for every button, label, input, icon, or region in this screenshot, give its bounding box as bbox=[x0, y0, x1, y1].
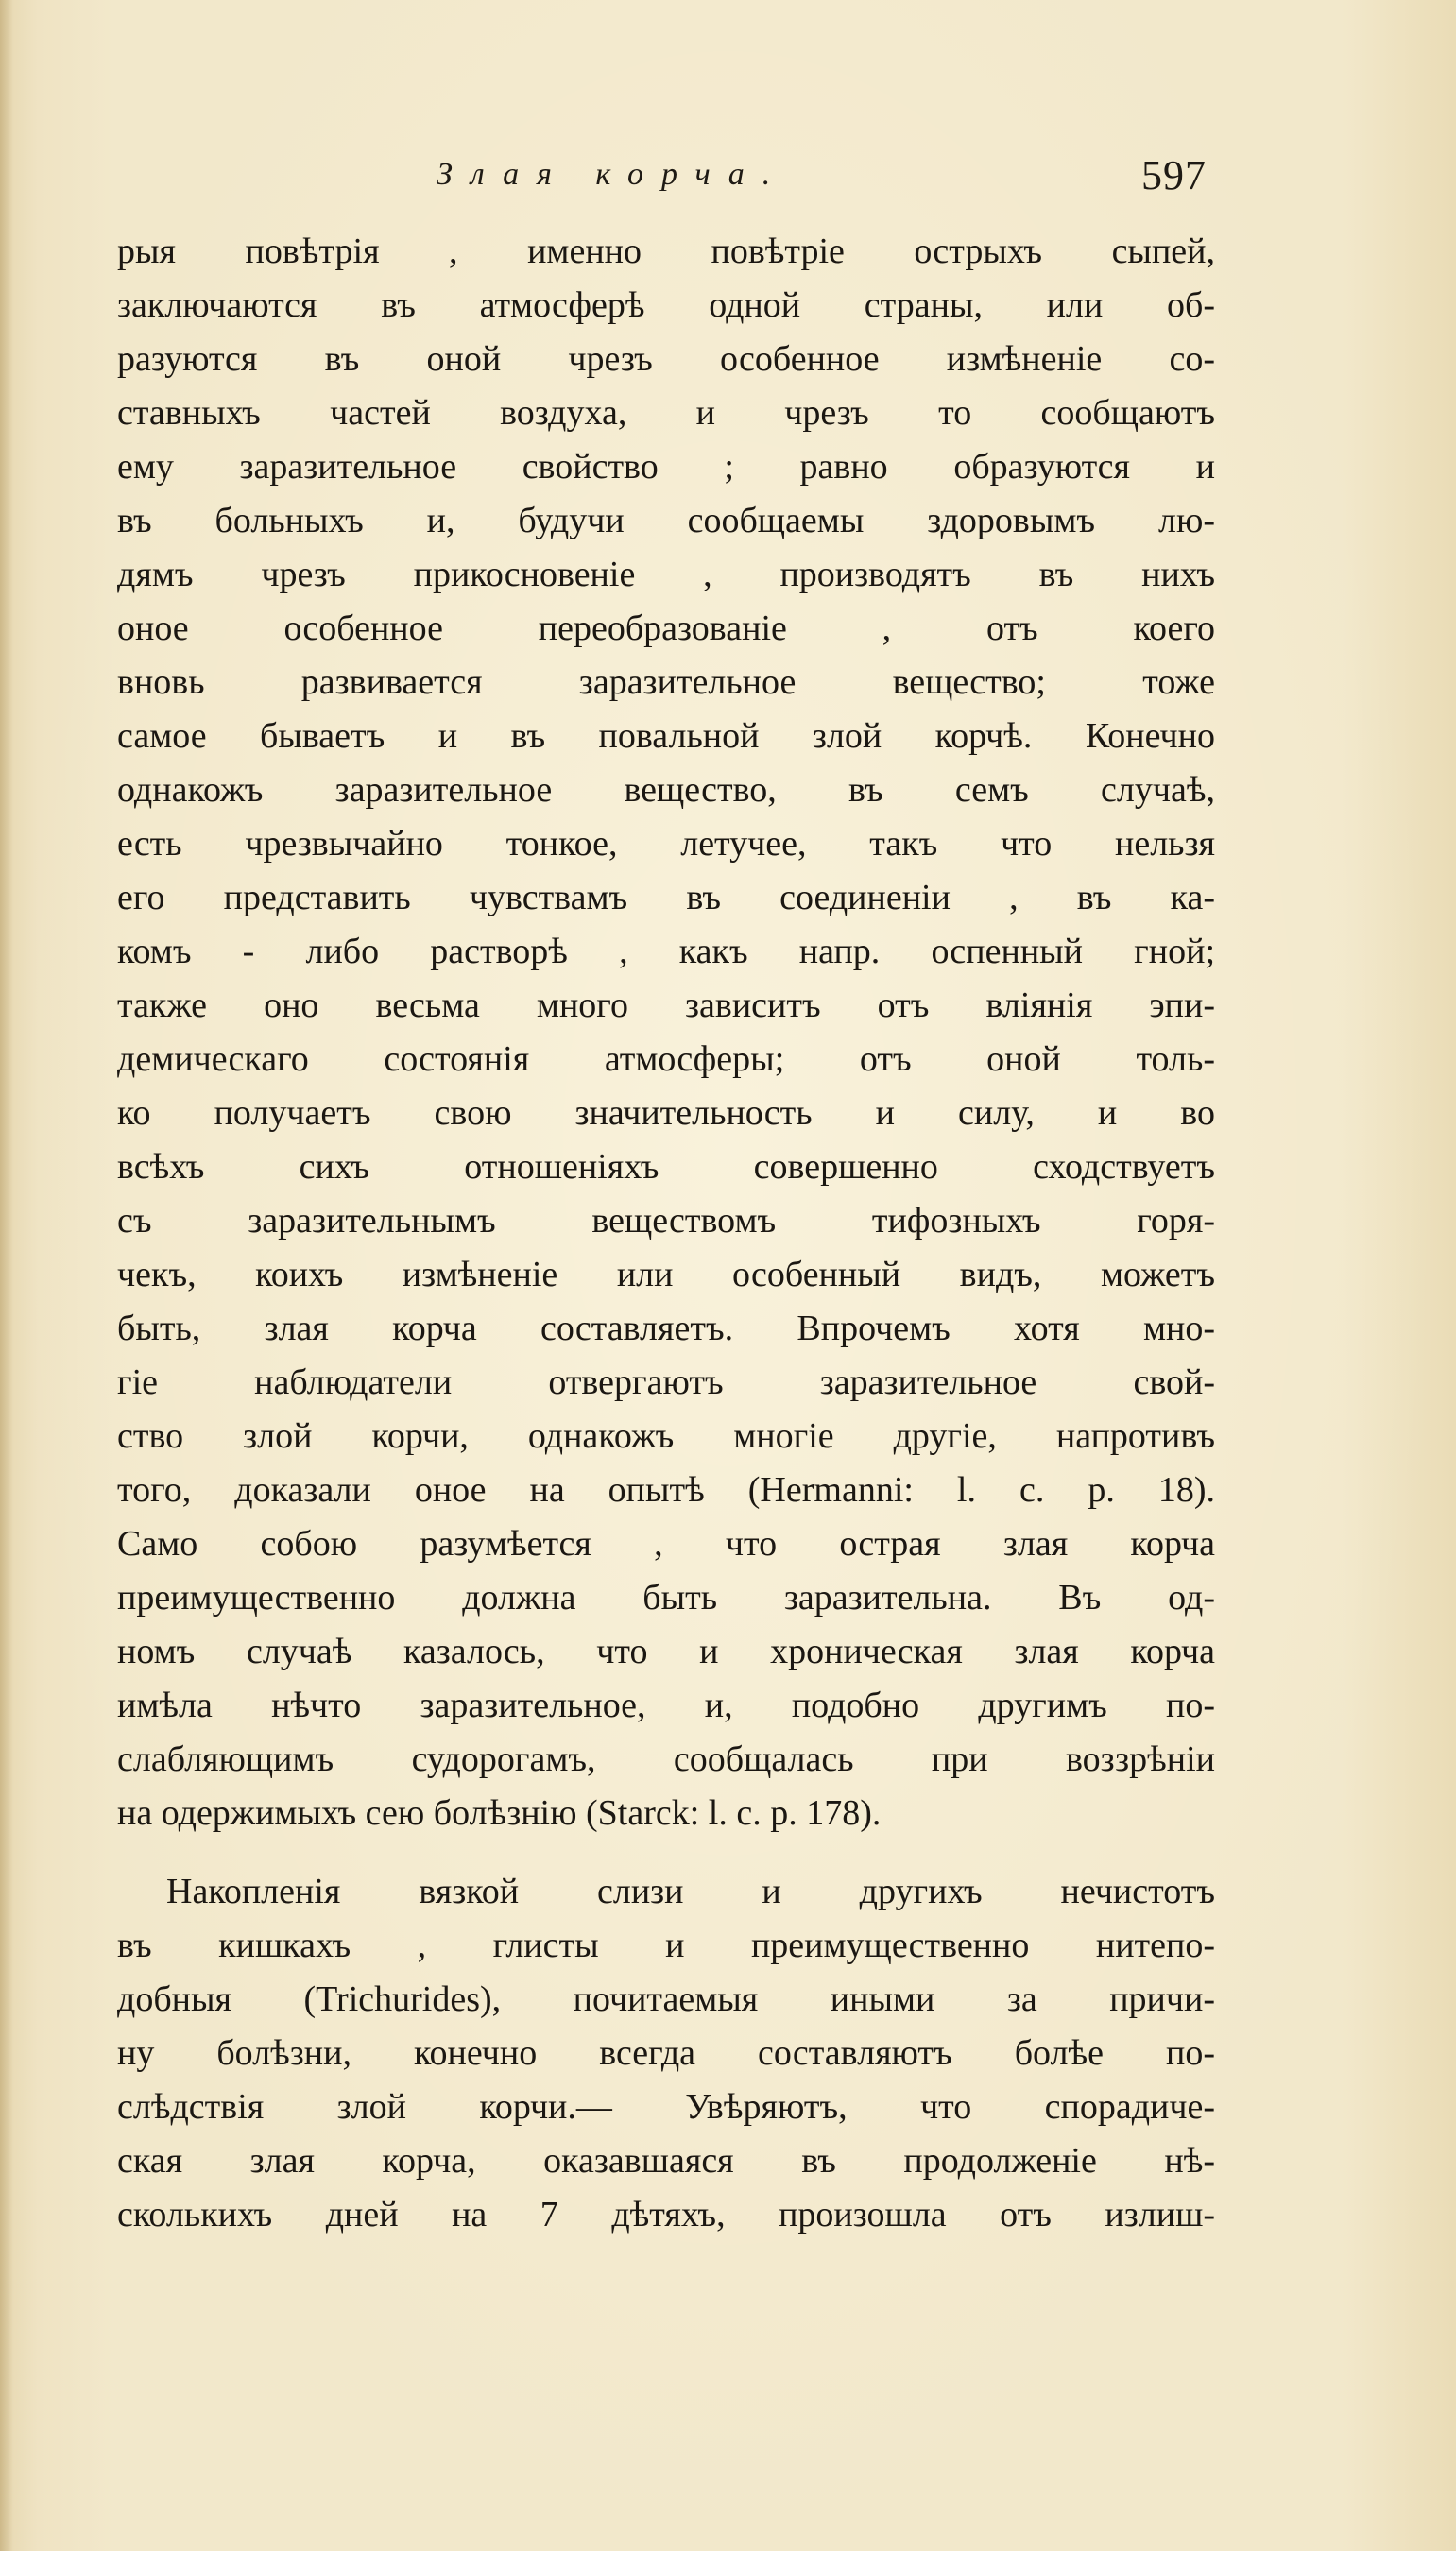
text-line: его представить чувствамъ въ соединеніи , въ ка- bbox=[117, 878, 1215, 917]
text-line: въ кишкахъ , глисты и преимущественно нитепо- bbox=[117, 1926, 1215, 1965]
text-line: слѣдствія злой корчи.— Увѣряютъ, что спорадиче- bbox=[117, 2087, 1215, 2127]
text-line: того, доказали оное на опытѣ (Hermanni: l. c. p. 18). bbox=[117, 1470, 1215, 1510]
paragraph-1 bbox=[117, 225, 1215, 1840]
text-line: однакожъ заразительное вещество, въ семъ случаѣ, bbox=[117, 770, 1215, 810]
text-line: также оно весьма много зависитъ отъ вліянія эпи- bbox=[117, 985, 1215, 1025]
text-line: демическаго состоянія атмосферы; отъ оной толь- bbox=[117, 1039, 1215, 1079]
body-text bbox=[117, 225, 1215, 2242]
page-spine-shadow bbox=[0, 0, 13, 2551]
text-line: номъ случаѣ казалось, что и хроническая злая корча bbox=[117, 1632, 1215, 1671]
text-line: комъ - либо растворѣ , какъ напр. оспенный гной; bbox=[117, 932, 1215, 971]
running-title: Злая корча. bbox=[437, 157, 789, 192]
text-line: ставныхъ частей воздуха, и чрезъ то сообщаютъ bbox=[117, 393, 1215, 433]
text-line: самое бываетъ и въ повальной злой корчѣ. Конечно bbox=[117, 716, 1215, 756]
text-line: вновь развивается заразительное вещество; тоже bbox=[117, 662, 1215, 702]
text-line: есть чрезвычайно тонкое, летучее, такъ что нельзя bbox=[117, 824, 1215, 864]
text-line: Само собою разумѣется , что острая злая корча bbox=[117, 1524, 1215, 1564]
text-line: на одержимыхъ сею болѣзнію (Starck: l. c. p. 178). bbox=[117, 1793, 882, 1833]
text-line: рыя повѣтрія , именно повѣтріе острыхъ сыпей, bbox=[117, 231, 1215, 271]
text-line: Накопленія вязкой слизи и другихъ нечистотъ bbox=[166, 1872, 1215, 1911]
text-line: ство злой корчи, однакожъ многіе другіе, напротивъ bbox=[117, 1416, 1215, 1456]
text-line: быть, злая корча составляетъ. Впрочемъ хотя мно- bbox=[117, 1309, 1215, 1348]
text-line: имѣла нѣчто заразительное, и, подобно другимъ по- bbox=[117, 1686, 1215, 1725]
text-line: ская злая корча, оказавшаяся въ продолженіе нѣ- bbox=[117, 2141, 1215, 2181]
text-line: дямъ чрезъ прикосновеніе , производятъ въ нихъ bbox=[117, 555, 1215, 594]
text-line: съ заразительнымъ веществомъ тифозныхъ горя- bbox=[117, 1201, 1215, 1241]
text-line: заключаются въ атмосферѣ одной страны, или об- bbox=[117, 285, 1215, 325]
text-line: слабляющимъ судорогамъ, сообщалась при воззрѣніи bbox=[117, 1739, 1215, 1779]
text-line: преимущественно должна быть заразительна. Въ од- bbox=[117, 1578, 1215, 1618]
paragraph-2 bbox=[117, 1865, 1215, 2242]
text-line: ну болѣзни, конечно всегда составляютъ болѣе по- bbox=[117, 2033, 1215, 2073]
text-line: всѣхъ сихъ отношеніяхъ совершенно сходствуетъ bbox=[117, 1147, 1215, 1187]
text-line: разуются въ оной чрезъ особенное измѣненіе со- bbox=[117, 339, 1215, 379]
text-line: добныя (Trichurides), почитаемыя иными за причи- bbox=[117, 1979, 1215, 2019]
paragraph-gap bbox=[117, 1840, 1215, 1865]
text-line: оное особенное переобразованіе , отъ коего bbox=[117, 608, 1215, 648]
running-header bbox=[0, 151, 1456, 208]
text-line: гіе наблюдатели отвергаютъ заразительное свой- bbox=[117, 1362, 1215, 1402]
text-line: ему заразительное свойство ; равно образуются и bbox=[117, 447, 1215, 487]
text-line: въ больныхъ и, будучи сообщаемы здоровымъ лю- bbox=[117, 501, 1215, 540]
page-number: 597 bbox=[1141, 152, 1207, 198]
text-line: чекъ, коихъ измѣненіе или особенный видъ, можетъ bbox=[117, 1255, 1215, 1294]
text-line: сколькихъ дней на 7 дѣтяхъ, произошла отъ излиш- bbox=[117, 2195, 1215, 2234]
text-line: ко получаетъ свою значительность и силу, и во bbox=[117, 1093, 1215, 1133]
